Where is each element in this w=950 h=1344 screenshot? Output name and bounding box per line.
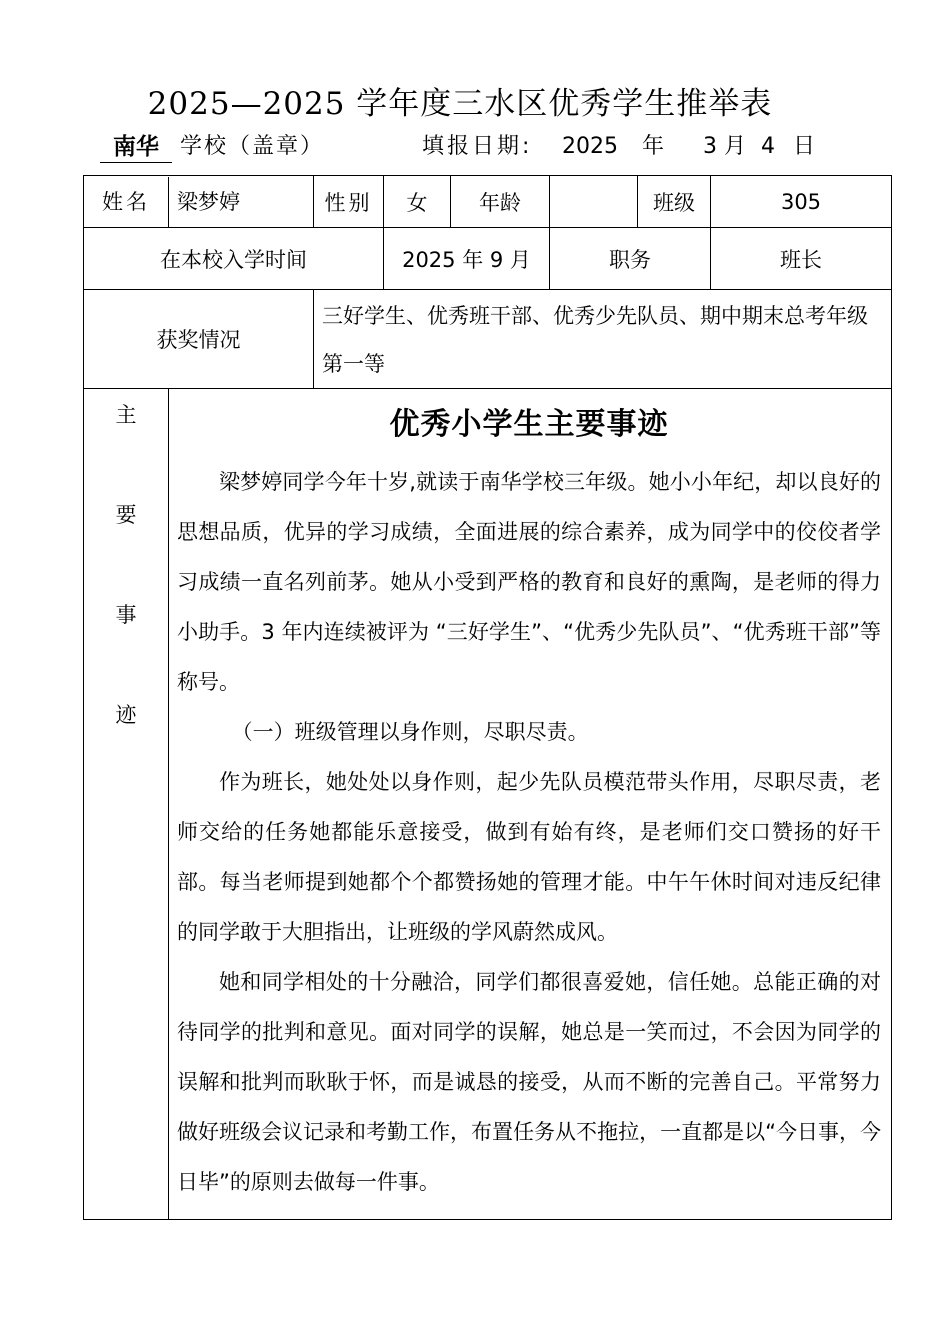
date-year-unit: 年 — [642, 134, 665, 159]
class-label: 班级 — [638, 176, 711, 228]
enroll-label: 在本校入学时间 — [84, 228, 384, 290]
deeds-heading: 优秀小学生主要事迹 — [389, 407, 669, 442]
name-row-left — [84, 176, 314, 228]
side-char: 主 — [115, 403, 137, 427]
date-day: 4 — [761, 134, 775, 159]
side-char: 事 — [115, 603, 137, 627]
deeds-paragraph: 作为班长，她处处以身作则，起少先队员模范带头作用，尽职尽责，老师交给的任务她都能乐意接受，做到有始有终，是老师们交口赞扬的好干部。每当老师提到她都个个都赞扬她的管理才能。中午午休时间对违反纪律的同学敢于大胆指出，让班级的学风蔚然成风。 — [177, 770, 881, 944]
gender-label: 性别 — [314, 176, 384, 228]
class-value: 305 — [711, 176, 892, 228]
recommendation-form-table — [83, 175, 892, 1220]
name-label: 姓名 — [84, 177, 169, 227]
awards-value: 三好学生、优秀班干部、优秀少先队员、期中期末总考年级第一等 — [314, 290, 892, 389]
gender-value: 女 — [384, 176, 451, 228]
deeds-content — [169, 389, 892, 1220]
awards-label: 获奖情况 — [84, 290, 314, 389]
date-month: 3 月 — [703, 134, 746, 159]
deeds-side-label — [84, 389, 169, 1220]
school-seal-label: 学校（盖章） — [180, 134, 325, 159]
side-char: 迹 — [115, 703, 137, 727]
school-name: 南华 — [100, 132, 172, 163]
age-label: 年龄 — [451, 176, 550, 228]
deeds-section-heading: （一）班级管理以身作则，尽职尽责。 — [231, 720, 589, 744]
form-title: 2025—2025 学年度三水区优秀学生推举表 — [147, 86, 773, 122]
name-value: 梁梦婷 — [177, 189, 240, 214]
age-value — [550, 176, 638, 228]
deeds-paragraph: 她和同学相处的十分融洽，同学们都很喜爱她，信任她。总能正确的对待同学的批判和意见。面对同学的误解，她总是一笑而过，不会因为同学的误解和批判而耿耿于怀，而是诚恳的接受，从而不断的完善自己。平常努力做好班级会议记录和考勤工作，布置任务从不拖拉，一直都是以“今日事，今日毕”的原则去做每一件事。 — [177, 970, 881, 1194]
position-value: 班长 — [711, 228, 892, 290]
date-day-unit: 日 — [793, 134, 816, 159]
enroll-value: 2025 年 9 月 — [384, 228, 550, 290]
position-label: 职务 — [550, 228, 711, 290]
deeds-paragraph: 梁梦婷同学今年十岁,就读于南华学校三年级。她小小年纪，却以良好的思想品质，优异的学习成绩，全面进展的综合素养，成为同学中的佼佼者学习成绩一直名列前茅。她从小受到严格的教育和良好的熏陶，是老师的得力小助手。3 年内连续被评为 “三好学生”、“优秀少先队员”、“优秀班干部”等称号。 — [177, 470, 881, 694]
side-char: 要 — [115, 503, 137, 527]
date-label: 填报日期: — [422, 134, 533, 159]
date-year: 2025 — [562, 134, 618, 159]
